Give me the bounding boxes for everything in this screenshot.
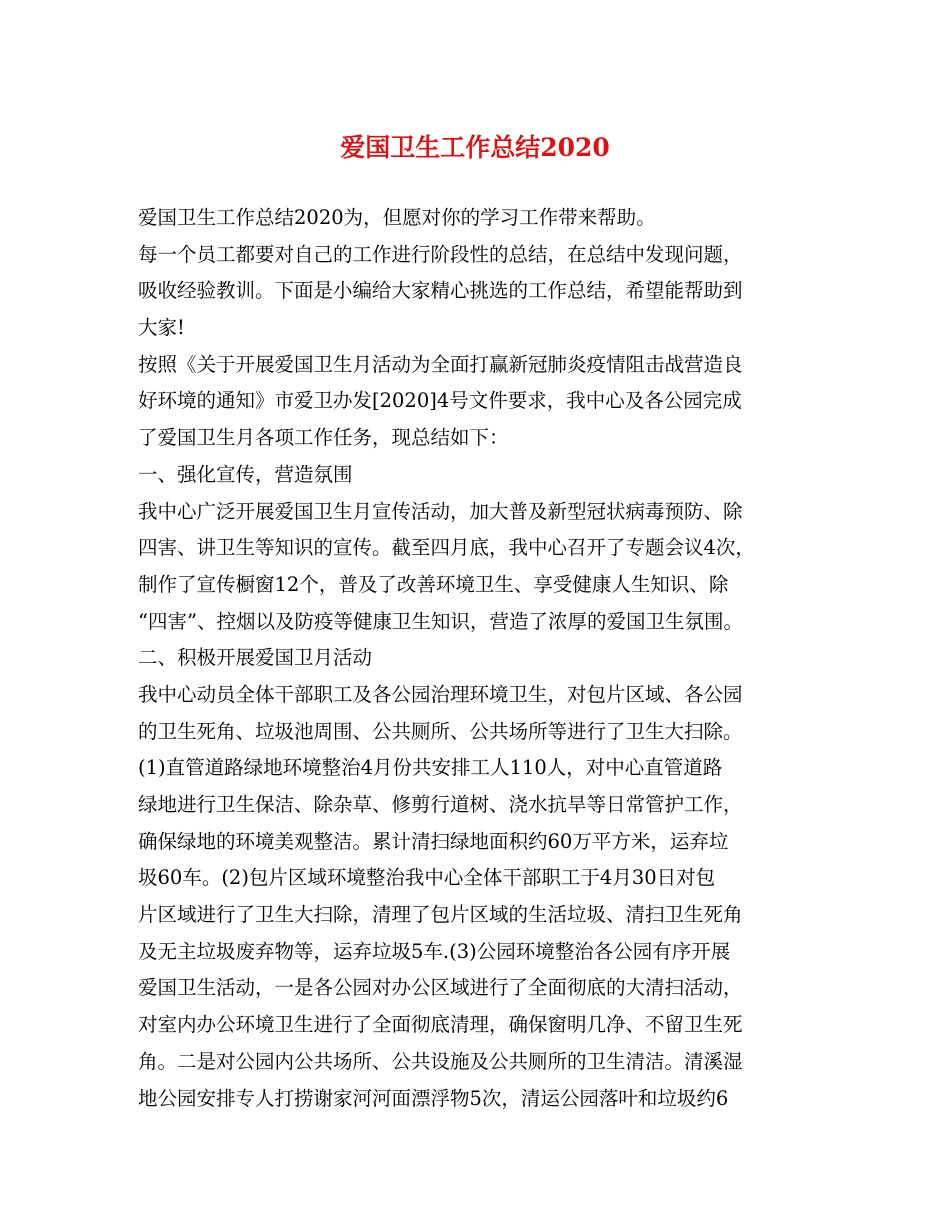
- body-line: 角。二是对公园内公共场所、公共设施及公共厕所的卫生清洁。清溪湿: [138, 1049, 743, 1073]
- body-line: 片区域进行了卫生大扫除，清理了包片区域的生活垃圾、清扫卫生死角: [138, 903, 743, 927]
- document-title: 爱国卫生工作总结2020: [340, 133, 610, 162]
- body-line: 及无主垃圾废弃物等，运弃垃圾5车.(3)公园环境整治各公园有序开展: [138, 939, 731, 963]
- body-line: 每一个员工都要对自己的工作进行阶段性的总结，在总结中发现问题，: [138, 242, 743, 266]
- body-line: “四害”、控烟以及防疫等健康卫生知识，营造了浓厚的爱国卫生氛围。: [138, 609, 743, 633]
- body-line: 吸收经验教训。下面是小编给大家精心挑选的工作总结，希望能帮助到: [138, 279, 743, 303]
- body-line: 地公园安排专人打捞谢家河河面漂浮物5次，清运公园落叶和垃圾约6: [138, 1086, 729, 1110]
- document-body: [138, 200, 828, 1117]
- body-line: 我中心广泛开展爱国卫生月宣传活动，加大普及新型冠状病毒预防、除: [138, 499, 743, 523]
- body-line: 确保绿地的环境美观整洁。累计清扫绿地面积约60万平方米，运弃垃: [138, 829, 729, 853]
- body-line: 对室内办公环境卫生进行了全面彻底清理，确保窗明几净、不留卫生死: [138, 1013, 743, 1037]
- body-line: 好环境的通知》市爱卫办发[2020]4号文件要求，我中心及各公园完成: [138, 389, 742, 413]
- body-line: 绿地进行卫生保洁、除杂草、修剪行道树、浇水抗旱等日常管护工作，: [138, 793, 743, 816]
- body-line: 制作了宣传橱窗12个，普及了改善环境卫生、享受健康人生知识、除: [138, 572, 729, 596]
- body-line: 的卫生死角、垃圾池周围、公共厕所、公共场所等进行了卫生大扫除。: [138, 719, 743, 743]
- section-heading: 一、强化宣传，营造氛围: [138, 462, 353, 486]
- body-line: 爱国卫生活动，一是各公园对办公区域进行了全面彻底的大清扫活动，: [138, 976, 743, 1000]
- body-line: 爱国卫生工作总结2020为，但愿对你的学习工作带来帮助。: [138, 206, 656, 229]
- body-line: 大家!: [138, 316, 185, 340]
- body-line: (1)直管道路绿地环境整治4月份共安排工人110人，对中心直管道路: [138, 756, 723, 780]
- body-line: 我中心动员全体干部职工及各公园治理环境卫生，对包片区域、各公园: [138, 682, 743, 706]
- section-heading: 二、积极开展爱国卫月活动: [138, 646, 373, 670]
- body-line: 按照《关于开展爱国卫生月活动为全面打赢新冠肺炎疫情阻击战营造良: [138, 352, 743, 376]
- body-line: 圾60车。(2)包片区域环境整治我中心全体干部职工于4月30日对包: [138, 866, 716, 890]
- body-line: 四害、讲卫生等知识的宣传。截至四月底，我中心召开了专题会议4次，: [138, 536, 755, 560]
- body-line: 了爱国卫生月各项工作任务，现总结如下：: [138, 426, 509, 450]
